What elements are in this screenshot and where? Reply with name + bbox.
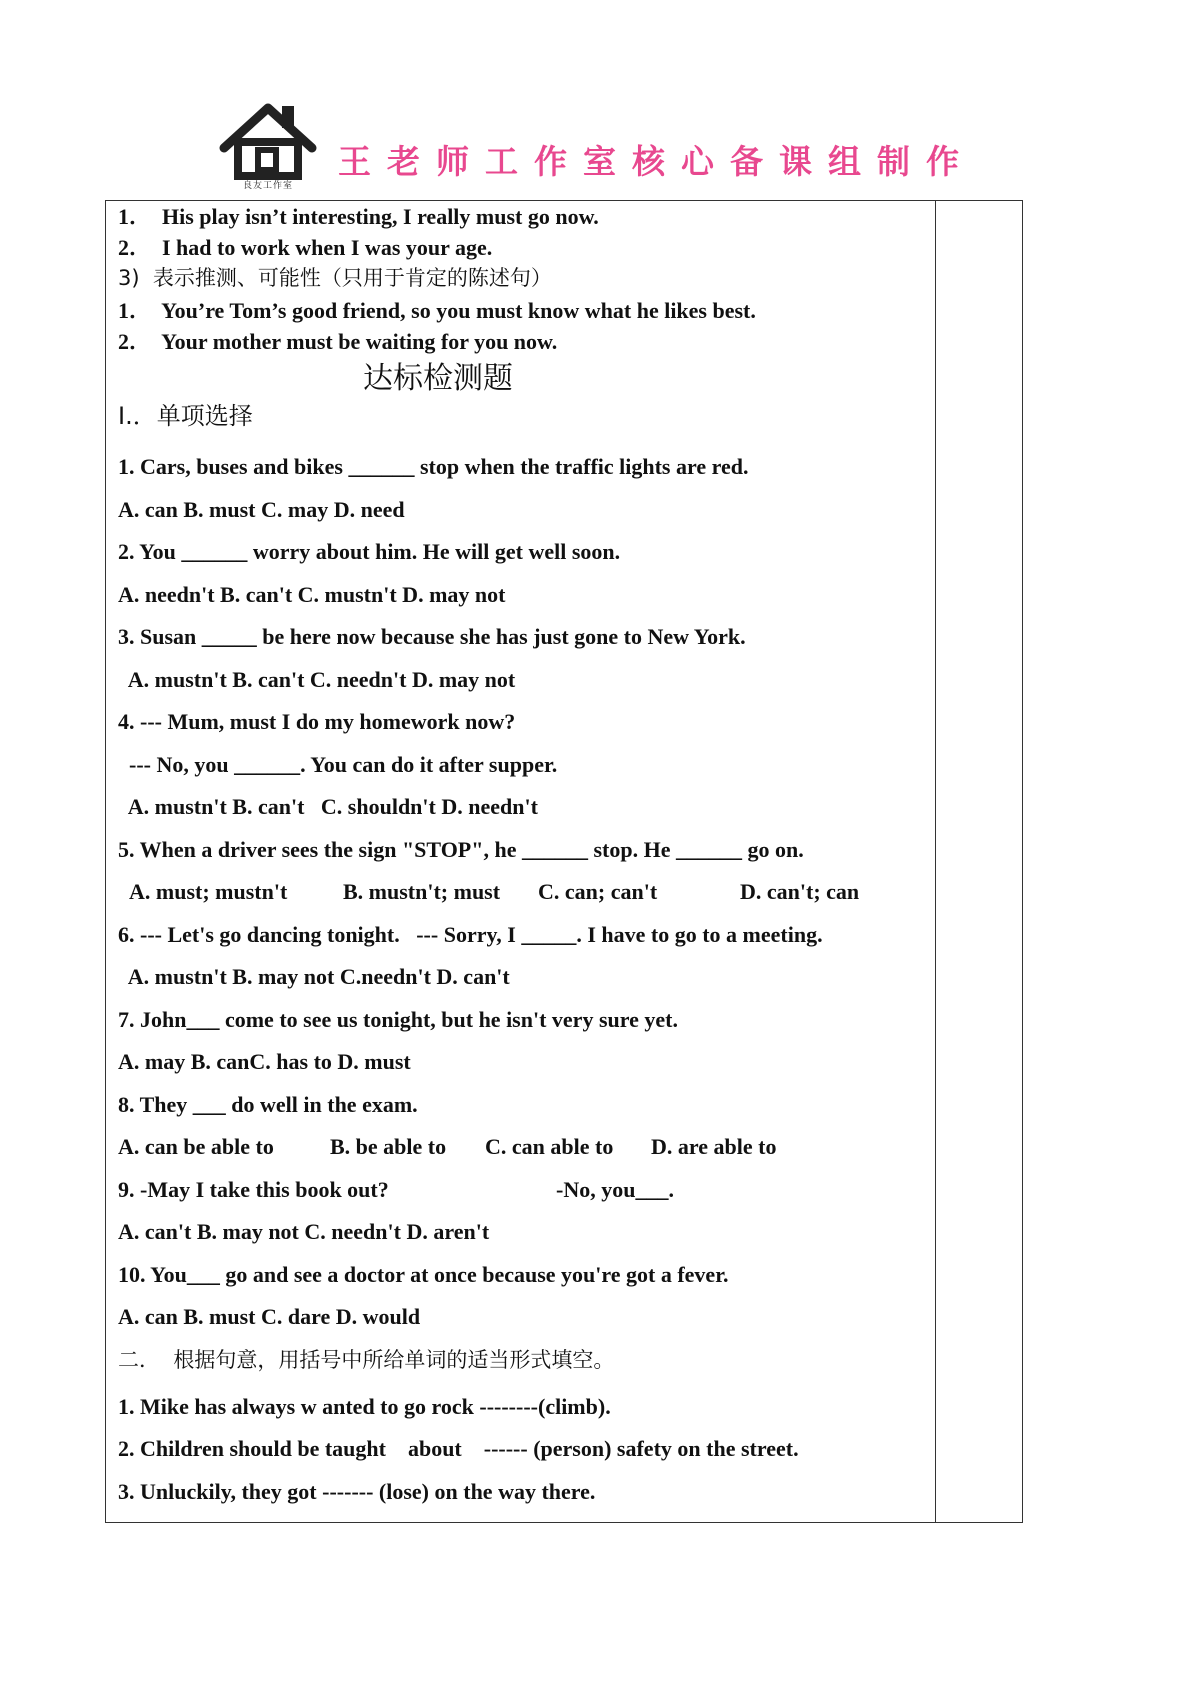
question-8: 8. They ___ do well in the exam. bbox=[118, 1092, 418, 1117]
example-line-3: 1． You’re Tom’s good friend, so you must know what he likes best. bbox=[118, 298, 756, 323]
question-2-options: A. needn't B. can't C. mustn't D. may not bbox=[118, 582, 506, 607]
example-line-4: 2． Your mother must be waiting for you now. bbox=[118, 329, 558, 354]
section-title: 达标检测题 bbox=[363, 361, 513, 396]
fill-question-2: 2. Children should be taught about ------ (person) safety on the street. bbox=[118, 1436, 799, 1461]
question-6: 6. --- Let's go dancing tonight. --- Sorry, I _____. I have to go to a meeting. bbox=[118, 922, 823, 947]
option-a: A. must; mustn't bbox=[129, 879, 288, 904]
option-a: A. can be able to bbox=[118, 1134, 274, 1159]
option-d: D. can't; can bbox=[740, 879, 860, 904]
question-7-options: A. may B. canC. has to D. must bbox=[118, 1049, 411, 1074]
fill-question-1: 1. Mike has always w anted to go rock --------(climb). bbox=[118, 1394, 611, 1419]
usage-heading: 3) 表示推测、可能性（只用于肯定的陈述句） bbox=[118, 266, 552, 290]
question-1-options: A. can B. must C. may D. need bbox=[118, 497, 405, 522]
question-10: 10. You___ go and see a doctor at once because you're got a fever. bbox=[118, 1262, 729, 1287]
question-4: 4. --- Mum, must I do my homework now? bbox=[118, 709, 516, 734]
option-d: D. are able to bbox=[651, 1134, 777, 1159]
question-3: 3. Susan _____ be here now because she has just gone to New York. bbox=[118, 624, 746, 649]
question-9-options: A. can't B. may not C. needn't D. aren't bbox=[118, 1219, 490, 1244]
part2-title: 二． 根据句意，用括号中所给单词的适当形式填空。 bbox=[118, 1348, 615, 1372]
fill-question-3: 3. Unluckily, they got ------- (lose) on the way there. bbox=[118, 1479, 596, 1504]
question-2: 2. You ______ worry about him. He will get well soon. bbox=[118, 539, 621, 564]
part1-title: I.．单项选择 bbox=[118, 402, 253, 430]
question-4-reply: --- No, you ______. You can do it after supper. bbox=[118, 752, 558, 777]
option-c: C. can able to bbox=[485, 1134, 614, 1159]
question-4-options: A. mustn't B. can't C. shouldn't D. needn't bbox=[118, 794, 538, 819]
page-header bbox=[218, 100, 998, 200]
question-6-options: A. mustn't B. may not C.needn't D. can't bbox=[118, 964, 510, 989]
question-10-options: A. can B. must C. dare D. would bbox=[118, 1304, 421, 1329]
example-line-2: 2． I had to work when I was your age. bbox=[118, 235, 493, 260]
content-table bbox=[105, 200, 1023, 1523]
header-title: 王老师工作室核心备课组制作 bbox=[338, 142, 975, 181]
question-3-options: A. mustn't B. can't C. needn't D. may not bbox=[118, 667, 516, 692]
option-b: B. be able to bbox=[330, 1134, 447, 1159]
example-line-1: 1． His play isn’t interesting, I really must go now. bbox=[118, 204, 599, 229]
option-b: B. mustn't; must bbox=[343, 879, 501, 904]
question-1: 1. Cars, buses and bikes ______ stop when the traffic lights are red. bbox=[118, 454, 749, 479]
column-divider bbox=[935, 201, 936, 1522]
logo-text: 良友工作室 bbox=[242, 181, 293, 191]
question-9-prompt: 9. -May I take this book out? bbox=[118, 1177, 389, 1202]
question-9-reply: -No, you___. bbox=[556, 1177, 674, 1202]
option-c: C. can; can't bbox=[538, 879, 658, 904]
question-7: 7. John___ come to see us tonight, but he isn't very sure yet. bbox=[118, 1007, 678, 1032]
question-5: 5. When a driver sees the sign "STOP", he ______ stop. He ______ go on. bbox=[118, 837, 804, 862]
